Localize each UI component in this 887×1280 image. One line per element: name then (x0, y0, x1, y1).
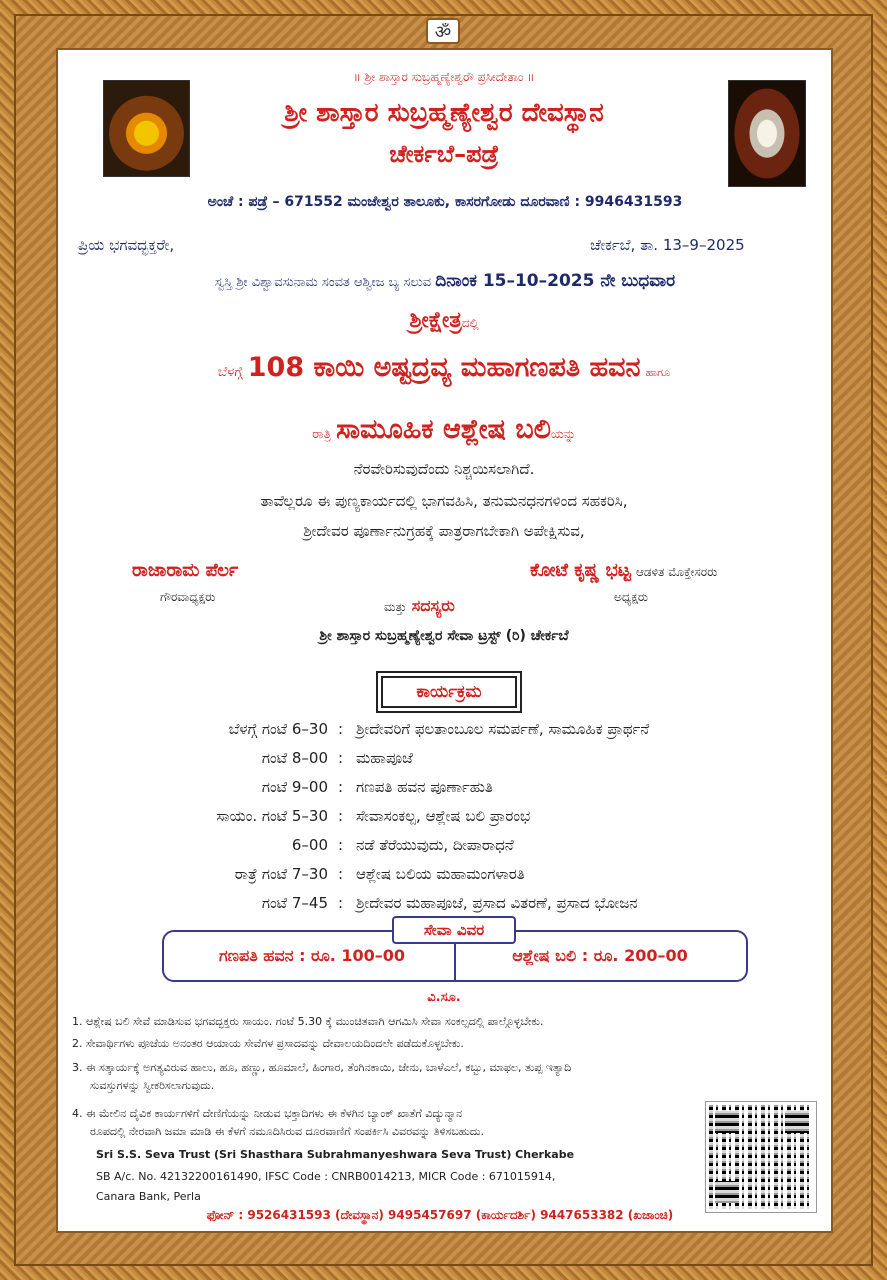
schedule-row: ಗಂಟೆ 8–00 : ಮಹಾಪೂಜೆ (261, 749, 413, 767)
schedule-row: 6–00 : ನಡೆ ತೆರೆಯುವುದು, ದೀಪಾರಾಧನೆ (291, 836, 514, 854)
schedule-time: ಗಂಟೆ 8–00 (261, 749, 328, 767)
main-event-suffix: ಹಾಗೂ (645, 366, 671, 379)
schedule-time: ಬೆಳಗ್ಗೆ ಗಂಟೆ 6–30 (228, 720, 328, 738)
schedule-activity: ಶ್ರೀದೇವರಿಗೆ ಫಲತಾಂಬೂಲ ಸಮರ್ಪಣೆ, ಸಾಮೂಹಿಕ ಪ್ರಾರ್ಥನೆ (356, 720, 650, 738)
invocation-text: ॥ ಶ್ರೀ ಶಾಸ್ತಾರ ಸುಬ್ರಹ್ಮಣ್ಯೇಶ್ವರೌ ಪ್ರಸೀದೇತಾಂ ॥ (353, 70, 535, 84)
night-prefix: ರಾತ್ರಿ (312, 427, 332, 442)
schedule-row: ಗಂಟೆ 9–00 : ಗಣಪತಿ ಹವನ ಪೂರ್ಣಾಹುತಿ (261, 778, 493, 796)
schedule-activity: ನಡೆ ತೆರೆಯುವುದು, ದೀಪಾರಾಧನೆ (356, 836, 514, 854)
schedule-time: 6–00 (291, 836, 328, 854)
schedule-time: ಗಂಟೆ 9–00 (261, 778, 328, 796)
right-signatory (530, 560, 717, 581)
schedule-activity: ಸೇವಾಸಂಕಲ್ಪ, ಆಶ್ಲೇಷ ಬಲಿ ಪ್ರಾರಂಭ (356, 807, 531, 825)
schedule-row: ಗಂಟೆ 7–45 : ಶ್ರೀದೇವರ ಮಹಾಪೂಜೆ, ಪ್ರಸಾದ ವಿತರಣೆ, ಪ್ರಸಾದ ಭೋಜನ (261, 894, 638, 912)
morning-prefix: ಬೆಳಗ್ಗೆ (217, 365, 243, 380)
note-item: 2. ಸೇವಾರ್ಥಿಗಳು ಪೂಜೆಯ ಅನಂತರ ಆಯಾಯ ಸೇವೆಗಳ ಪ್ರಸಾದವನ್ನು ದೇವಾಲಯದಿಂದಲೇ ಪಡೆದುಕೊಳ್ಳಬೇಕು. (72, 1037, 464, 1050)
right-signatory-name: ಕೋಟೆ ಕೃಷ್ಣ ಭಟ್ಟ (530, 560, 631, 581)
second-event-line (150, 414, 738, 446)
seva-ashlesha: ಆಶ್ಲೇಷ ಬಲಿ : ರೂ. 200–00 (512, 946, 688, 965)
and-word: ಮತ್ತು (384, 600, 407, 614)
schedule-time: ಗಂಟೆ 7–45 (261, 894, 328, 912)
seva-ganapathi: ಗಣಪತಿ ಹವನ : ರೂ. 100–00 (218, 946, 406, 965)
schedule-activity: ಆಶ್ಲೇಷ ಬಲಿಯ ಮಹಾಮಂಗಳಾರತಿ (356, 865, 525, 883)
temple-place: ಚೇರ್ಕಬೆ–ಪಡ್ರೆ (389, 140, 499, 168)
intro-prefix: ಸ್ವಸ್ತಿ ಶ್ರೀ ವಿಶ್ವಾವಸುನಾಮ ಸಂವತ ಆಶ್ವೀಜ ಬ್ಯ ಸಲುವ (214, 275, 432, 290)
phone-numbers: ಫೋನ್ : 9526431593 (ದೇವಸ್ಥಾನ) 9495457697 (ಕಾರ್ಯದರ್ಶಿ) 9447653382 (ಖಜಾಂಚಿ) (206, 1208, 674, 1222)
bank-account-name: Sri S.S. Seva Trust (Sri Shasthara Subrahmanyeshwara Seva Trust) Cherkabe (96, 1148, 575, 1161)
temple-name: ಶ್ರೀ ಶಾಸ್ತಾರ ಸುಬ್ರಹ್ಮಣ್ಯೇಶ್ವರ ದೇವಸ್ಥಾನ (284, 98, 604, 128)
note-item: 1. ಆಶ್ಲೇಷ ಬಲಿ ಸೇವೆ ಮಾಡಿಸುವ ಭಗವದ್ಭಕ್ತರು ಸಾಯಂ. ಗಂಟೆ 5.30 ಕ್ಕೆ ಮುಂಚಿತವಾಗಿ ಆಗಮಿಸಿ ಸೇವಾ ಸಂಕಲ್ಪದಲ್ಲಿ ಪಾಲ್ಗೊಳ್ಳಬೇಕು. (72, 1015, 544, 1028)
bank-branch: Canara Bank, Perla (96, 1190, 201, 1203)
qr-code-icon (706, 1102, 816, 1212)
main-event-line (66, 352, 822, 384)
kshetra-line (200, 308, 688, 333)
note-item: ರೂಪದಲ್ಲಿ ನೇರವಾಗಿ ಜಮಾ ಮಾಡಿ ಈ ಕೆಳಗೆ ನಮೂದಿಸಿರುವ ದೂರವಾಣಿಗೆ ಸಂಪರ್ಕಿಸಿ ವಿವರವನ್ನು ತಿಳಿಸಬಹುದು. (90, 1125, 485, 1138)
om-icon: ॐ (426, 18, 460, 44)
note-item: 4. ಈ ಮೇಲಿನ ದೈವಿಕ ಕಾರ್ಯಗಳಿಗೆ ದೇಣಿಗೆಯನ್ನು ನೀಡುವ ಭಕ್ತಾದಿಗಳು ಈ ಕೆಳಗಿನ ಬ್ಯಾಂಕ್ ಖಾತೆಗೆ ವಿದ್ಯುನ್ಮಾನ (72, 1107, 463, 1120)
body-line-2: ತಾವೆಲ್ಲರೂ ಈ ಪುಣ್ಯಕಾರ್ಯದಲ್ಲಿ ಭಾಗವಹಿಸಿ, ತನುಮನಧನಗಳಿಂದ ಸಹಕರಿಸಿ, (260, 492, 628, 510)
temple-address: ಅಂಚೆ : ಪಡ್ರೆ – 671552 ಮಂಜೇಶ್ವರ ತಾಲೂಕು, ಕಾಸರಗೋಡು ದೂರವಾಣಿ : 9946431593 (207, 194, 683, 210)
program-title: ಕಾರ್ಯಕ್ರಮ (416, 682, 482, 702)
salutation: ಪ್ರಿಯ ಭಗವದ್ಭಕ್ತರೇ, (78, 236, 175, 254)
schedule-row: ರಾತ್ರೆ ಗಂಟೆ 7–30 : ಆಶ್ಲೇಷ ಬಲಿಯ ಮಹಾಮಂಗಳಾರತಿ (234, 865, 525, 883)
deity-photo (728, 80, 806, 187)
schedule-activity: ಶ್ರೀದೇವರ ಮಹಾಪೂಜೆ, ಪ್ರಸಾದ ವಿತರಣೆ, ಪ್ರಸಾದ ಭೋಜನ (356, 894, 638, 912)
schedule-activity: ಗಣಪತಿ ಹವನ ಪೂರ್ಣಾಹುತಿ (356, 778, 493, 796)
intro-date: ದಿನಾಂಕ 15–10–2025 ನೇ ಬುಧವಾರ (435, 271, 676, 291)
second-event: ಸಾಮೂಹಿಕ ಆಶ್ಲೇಷ ಬಲಿ (336, 414, 551, 445)
schedule-time: ರಾತ್ರೆ ಗಂಟೆ 7–30 (234, 865, 328, 883)
kshetra: ಶ್ರೀಕ್ಷೇತ್ರ (409, 308, 462, 333)
right-signatory-extra: ಆಡಳಿತ ಮೊಕ್ತೇಸರರು (635, 565, 718, 579)
left-signatory-name: ರಾಜಾರಾಮ ಪೆರ್ಲ (132, 560, 239, 581)
program-title-box (381, 676, 517, 708)
members-line (384, 596, 455, 616)
note-item: ಸುವಸ್ತುಗಳನ್ನು ಸ್ವೀಕರಿಸಲಾಗುವುದು. (90, 1079, 215, 1092)
body-line-3: ಶ್ರೀದೇವರ ಪೂರ್ಣಾನುಗ್ರಹಕ್ಕೆ ಪಾತ್ರರಾಗಬೇಕಾಗಿ ಅಪೇಕ್ಷಿಸುವ, (303, 522, 585, 540)
main-event: 108 ಕಾಯಿ ಅಷ್ಟದ್ರವ್ಯ ಮಹಾಗಣಪತಿ ಹವನ (247, 352, 641, 383)
second-event-suffix: ಯನ್ನು (550, 427, 576, 441)
schedule-row: ಬೆಳಗ್ಗೆ ಗಂಟೆ 6–30 : ಶ್ರೀದೇವರಿಗೆ ಫಲತಾಂಬೂಲ ಸಮರ್ಪಣೆ, ಸಾಮೂಹಿಕ ಪ್ರಾರ್ಥನೆ (228, 720, 650, 738)
schedule-time: ಸಾಯಂ. ಗಂಟೆ 5–30 (216, 807, 328, 825)
ganapathi-photo (103, 80, 190, 177)
intro-line (70, 271, 820, 291)
left-signatory-role: ಗೌರವಾಧ್ಯಕ್ಷರು (160, 590, 216, 604)
place-date: ಚೇರ್ಕಬೆ, ತಾ. 13–9–2025 (590, 236, 745, 254)
notes-title: ವಿ.ಸೂ. (427, 990, 461, 1005)
trust-name: ಶ್ರೀ ಶಾಸ್ತಾರ ಸುಬ್ರಹ್ಮಣ್ಯೇಶ್ವರ ಸೇವಾ ಟ್ರಸ್ಟ್ (ರಿ) ಚೇರ್ಕಬೆ (319, 628, 569, 644)
schedule-row: ಸಾಯಂ. ಗಂಟೆ 5–30 : ಸೇವಾಸಂಕಲ್ಪ, ಆಶ್ಲೇಷ ಬಲಿ ಪ್ರಾರಂಭ (216, 807, 531, 825)
members: ಸದಸ್ಯರು (411, 596, 455, 615)
bank-details: SB A/c. No. 42132200161490, IFSC Code : CNRB0014213, MICR Code : 671015914, (96, 1170, 556, 1183)
seva-title: ಸೇವಾ ವಿವರ (392, 916, 516, 944)
note-item: 3. ಈ ಸತ್ಕಾರ್ಯಕ್ಕೆ ಅಗತ್ಯವಿರುವ ಹಾಲು, ಹೂ, ಹಣ್ಣು, ಹೂಮಾಲೆ, ಹಿಂಗಾರ, ತೆಂಗಿನಕಾಯಿ, ಜೇನು, ಬಾಳೆಎಲೆ, ಕಬ್ಬು, ಮಾಫಲ, ತುಪ್ಪ ಇತ್ಯಾದಿ (72, 1061, 572, 1074)
schedule-activity: ಮಹಾಪೂಜೆ (356, 749, 413, 767)
right-signatory-role: ಅಧ್ಯಕ್ಷರು (614, 590, 648, 604)
body-line-1: ನೆರವೇರಿಸುವುದೆಂದು ನಿಶ್ಚಯಿಸಲಾಗಿದೆ. (353, 460, 535, 478)
kshetra-suffix: ದಲ್ಲಿ (461, 316, 479, 330)
